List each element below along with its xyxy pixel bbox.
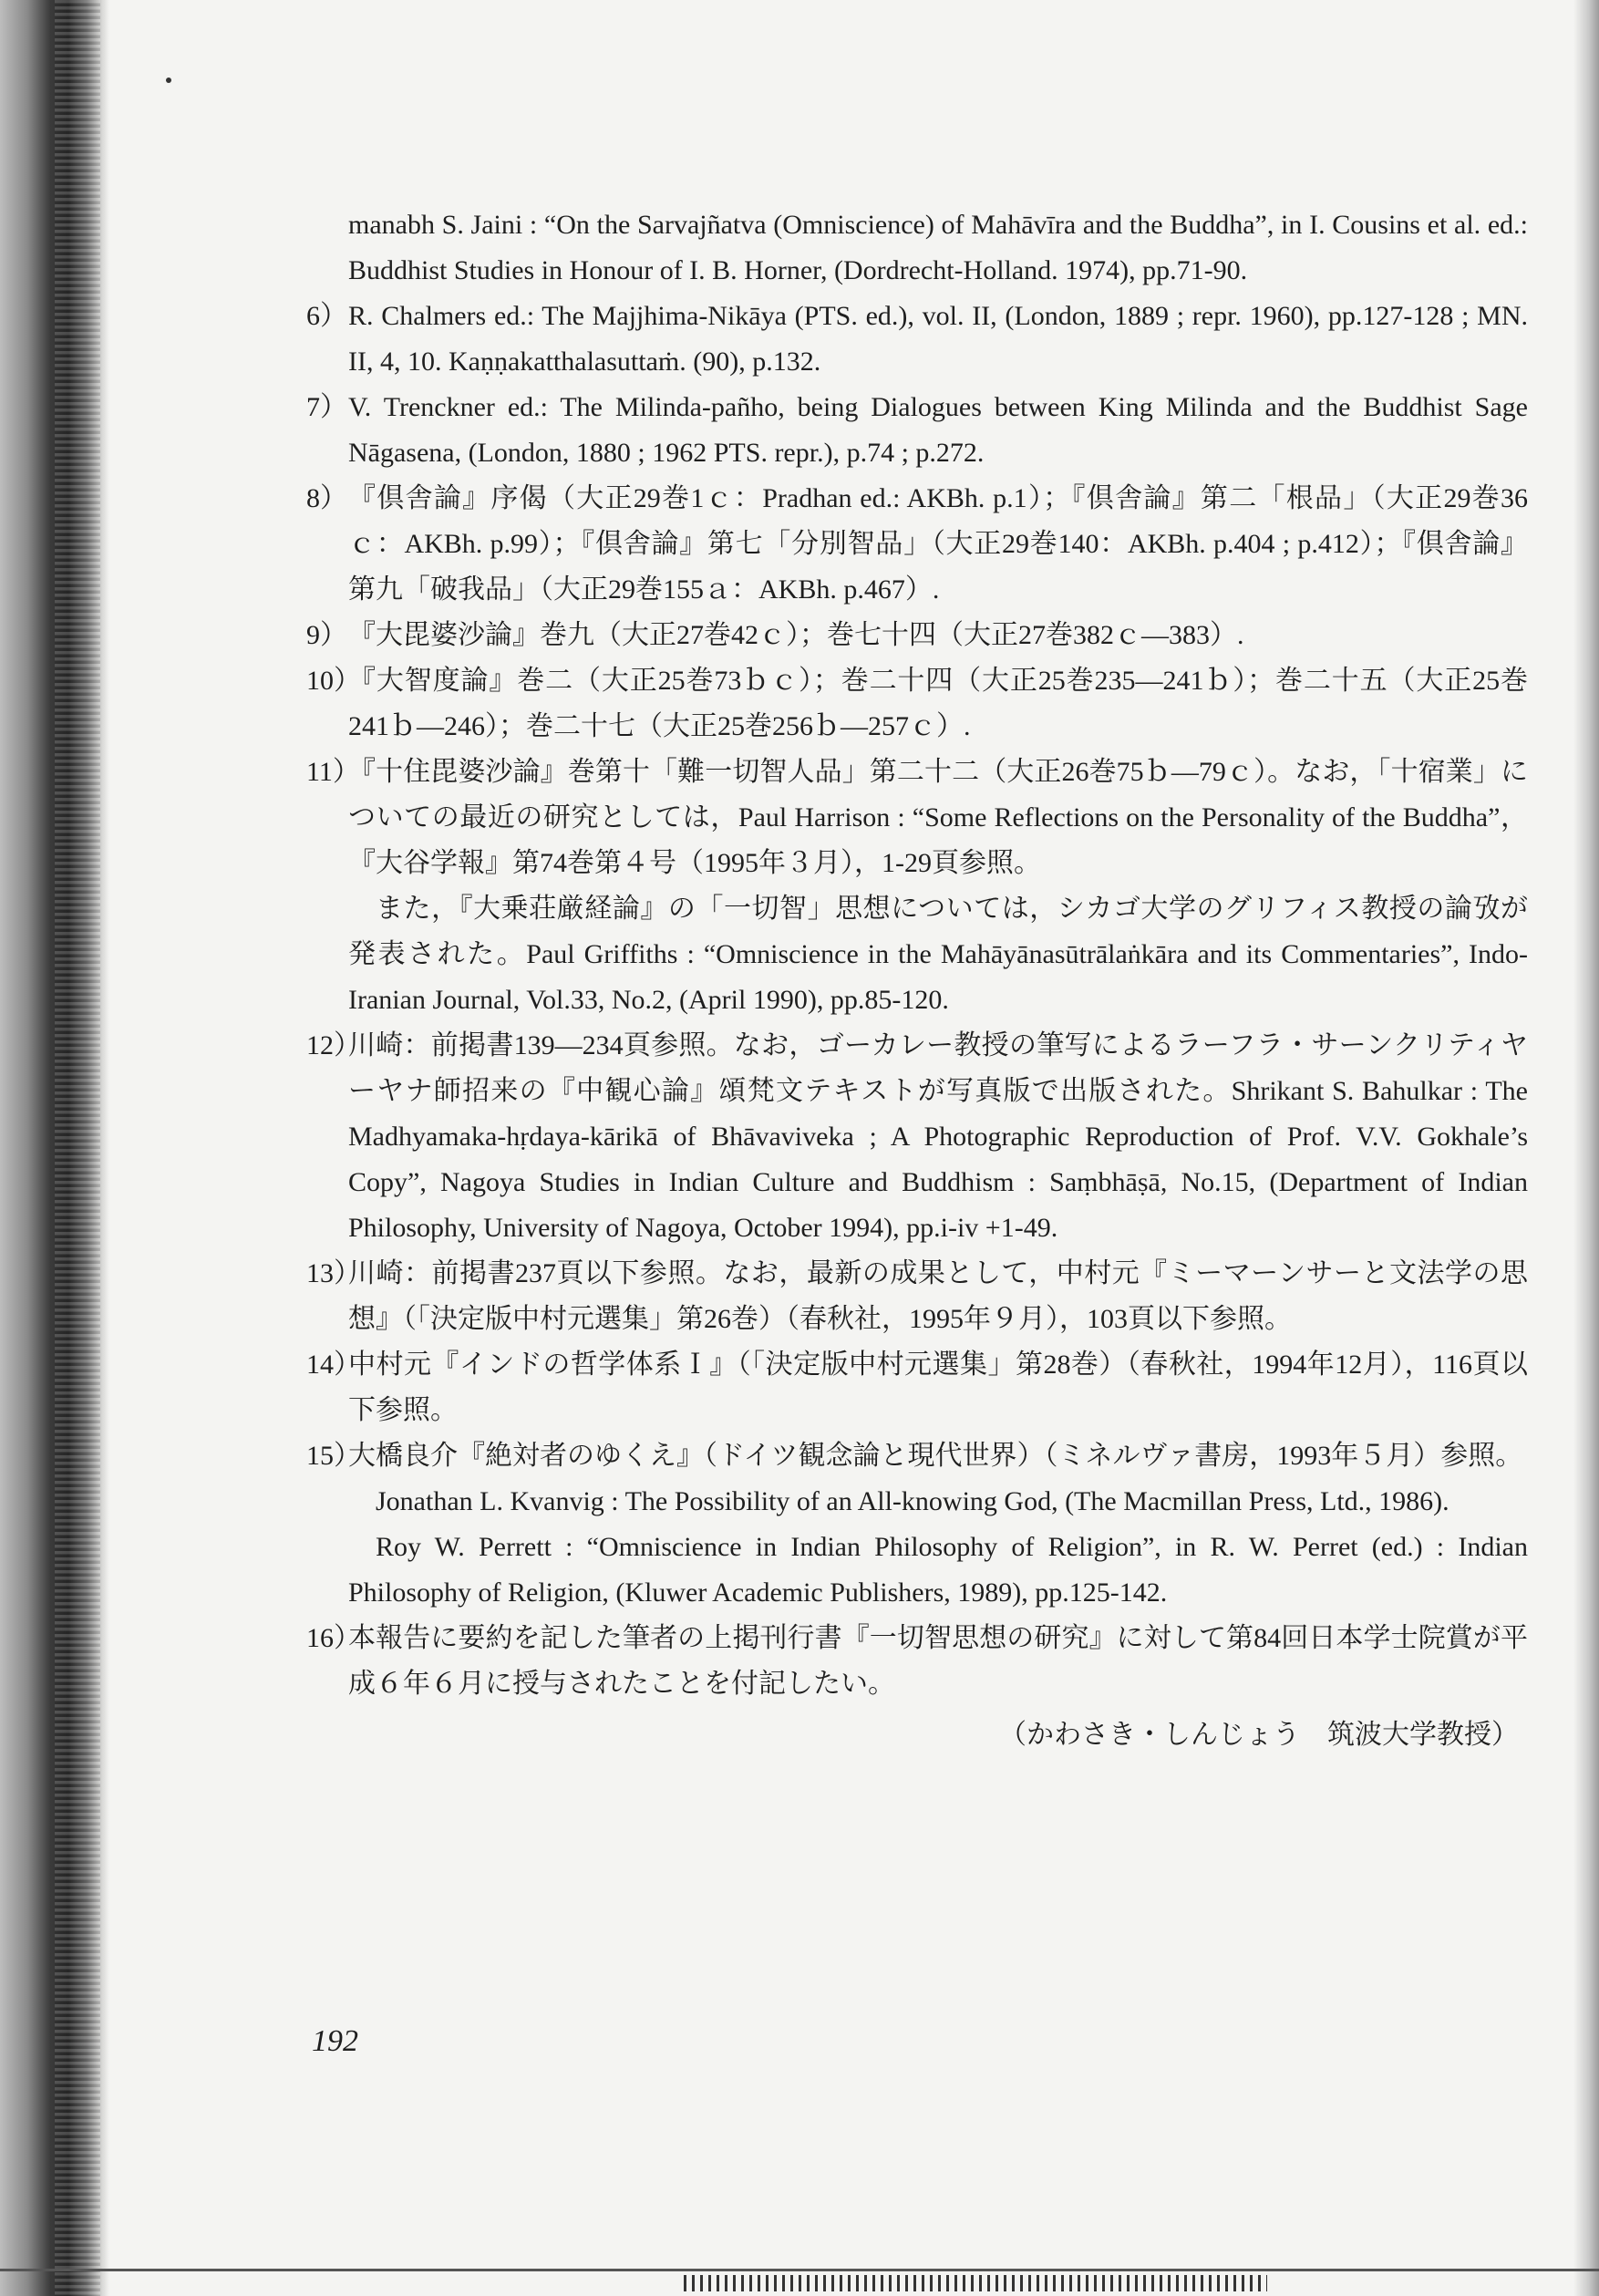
note-text: 『倶舎論』序偈（大正29巻1ｃ：Pradhan ed.: AKBh. p.1）；『倶舎論』第二「根品」（大正29巻36ｃ：AKBh. p.99）；『倶舎論』第七「分別智品」（大正29巻140：AKBh. p.404 ; p.412）；『倶舎論』第九「破我品」（大正29巻155ａ：AKBh. p.467）. — [348, 483, 1528, 605]
note-15-paragraph-2 — [306, 1479, 1528, 1525]
page-binding-shadow — [0, 0, 109, 2296]
note-6 — [306, 294, 1528, 385]
note-number: 12） — [306, 1030, 361, 1060]
note-text: 本報告に要約を記した筆者の上掲刊行書『一切智思想の研究』に対して第84回日本学士院賞が平成６年６月に授与されたことを付記したい。 — [348, 1623, 1528, 1699]
note-text: 『十住毘婆沙論』巻第十「難一切智人品」第二十二（大正26巻75ｂ―79ｃ）。なお，「十宿業」についての最近の研究としては，Paul Harrison : “Some Reflections on the Personality of the Buddha”，『大谷学報』第74巻第４号（1995年３月），1-29頁参照。 — [348, 757, 1528, 878]
notes-section — [306, 202, 1528, 1758]
note-text: 『大毘婆沙論』巻九（大正27巻42ｃ）；巻七十四（大正27巻382ｃ―383）. — [348, 620, 1244, 650]
note-8 — [306, 476, 1528, 613]
note-number: 6） — [306, 301, 347, 331]
note-11-paragraph-2 — [306, 886, 1528, 1023]
scan-bottom-marks — [684, 2275, 1267, 2291]
note-text: 大橋良介『絶対者のゆくえ』（ドイツ観念論と現代世界）（ミネルヴァ書房，1993年５月）参照。 — [348, 1441, 1523, 1471]
note-text: 『大智度論』巻二（大正25巻73ｂｃ）；巻二十四（大正25巻235―241ｂ）；巻二十五（大正25巻241ｂ―246）；巻二十七（大正25巻256ｂ―257ｃ）. — [348, 666, 1528, 741]
note-12 — [306, 1023, 1528, 1251]
author-signature: （かわさき・しんじょう 筑波大学教授） — [999, 1720, 1519, 1750]
note-7 — [306, 385, 1528, 476]
note-text: 川崎：前掲書139―234頁参照。なお，ゴーカレー教授の筆写によるラーフラ・サーンクリティヤーヤナ師招来の『中観心論』頌梵文テキストが写真版で出版された。Shrikant S. Bahulkar : The Madhyamaka-hṛdaya-kārikā of Bhāvaviveka ; A Photographic Reproduction of Prof. V.V. Gokhale’s Copy”, Nagoya Studies in Indian Culture and Buddhism : Saṃbhāṣā, No.15, (Department of Indian Philosophy, University of Nagoya, October 1994), pp.i-iv +1-49. — [348, 1030, 1528, 1243]
note-text: 中村元『インドの哲学体系Ｉ』（「決定版中村元選集」第28巻）（春秋社，1994年12月），116頁以下参照。 — [348, 1350, 1528, 1425]
note-13 — [306, 1251, 1528, 1342]
note-number: 7） — [306, 392, 347, 422]
scan-speck — [166, 78, 171, 83]
note-number: 8） — [306, 483, 347, 513]
note-10 — [306, 658, 1528, 750]
note-16 — [306, 1616, 1528, 1707]
note-text: Jonathan L. Kvanvig : The Possibility of an All-knowing God, (The Macmillan Press, Ltd., 1986). — [376, 1486, 1449, 1516]
note-number: 10） — [306, 666, 361, 696]
note-14 — [306, 1342, 1528, 1433]
note-number: 16） — [306, 1623, 361, 1653]
note-15 — [306, 1433, 1528, 1479]
note-text: V. Trenckner ed.: The Milinda-pañho, being Dialogues between King Milinda and the Buddhist Sage Nāgasena, (London, 1880 ; 1962 PTS. repr.), p.74 ; p.272. — [348, 392, 1528, 468]
note-text: manabh S. Jaini : “On the Sarvajñatva (Omniscience) of Mahāvīra and the Buddha”, in I. Cousins et al. ed.: Buddhist Studies in Honour of I. B. Horner, (Dordrecht-Holland. 1974), pp.71-90. — [348, 210, 1528, 285]
bottom-rule — [0, 2269, 1599, 2271]
note-number: 14） — [306, 1350, 361, 1380]
note-number: 11） — [306, 757, 360, 787]
note-number: 15） — [306, 1441, 361, 1471]
note-text: また，『大乗荘厳経論』の「一切智」思想については，シカゴ大学のグリフィス教授の論攷が発表された。Paul Griffiths : “Omniscience in the Mahāyānasūtrālaṅkāra and its Commentaries”, Indo-Iranian Journal, Vol.33, No.2, (April 1990), pp.85-120. — [348, 894, 1528, 1015]
note-number: 9） — [306, 620, 347, 650]
note-15-paragraph-3 — [306, 1525, 1528, 1616]
note-5-continued — [306, 202, 1528, 294]
note-text: 川崎：前掲書237頁以下参照。なお，最新の成果として，中村元『ミーマーンサーと文法学の思想』（「決定版中村元選集」第26巻）（春秋社，1995年９月），103頁以下参照。 — [348, 1258, 1528, 1334]
page-edge-shadow — [1573, 0, 1599, 2296]
note-9 — [306, 613, 1528, 658]
note-text: Roy W. Perrett : “Omniscience in Indian Philosophy of Religion”, in R. W. Perret (ed.) : Indian Philosophy of Religion, (Kluwer Academic Publishers, 1989), pp.125-142. — [348, 1532, 1528, 1608]
page-number: 192 — [312, 2024, 358, 2058]
note-11 — [306, 750, 1528, 886]
note-text: R. Chalmers ed.: The Majjhima-Nikāya (PTS. ed.), vol. II, (London, 1889 ; repr. 1960), pp.127-128 ; MN. II, 4, 10. Kaṇṇakatthalasuttaṁ. (90), p.132. — [348, 301, 1528, 377]
note-number: 13） — [306, 1258, 361, 1288]
